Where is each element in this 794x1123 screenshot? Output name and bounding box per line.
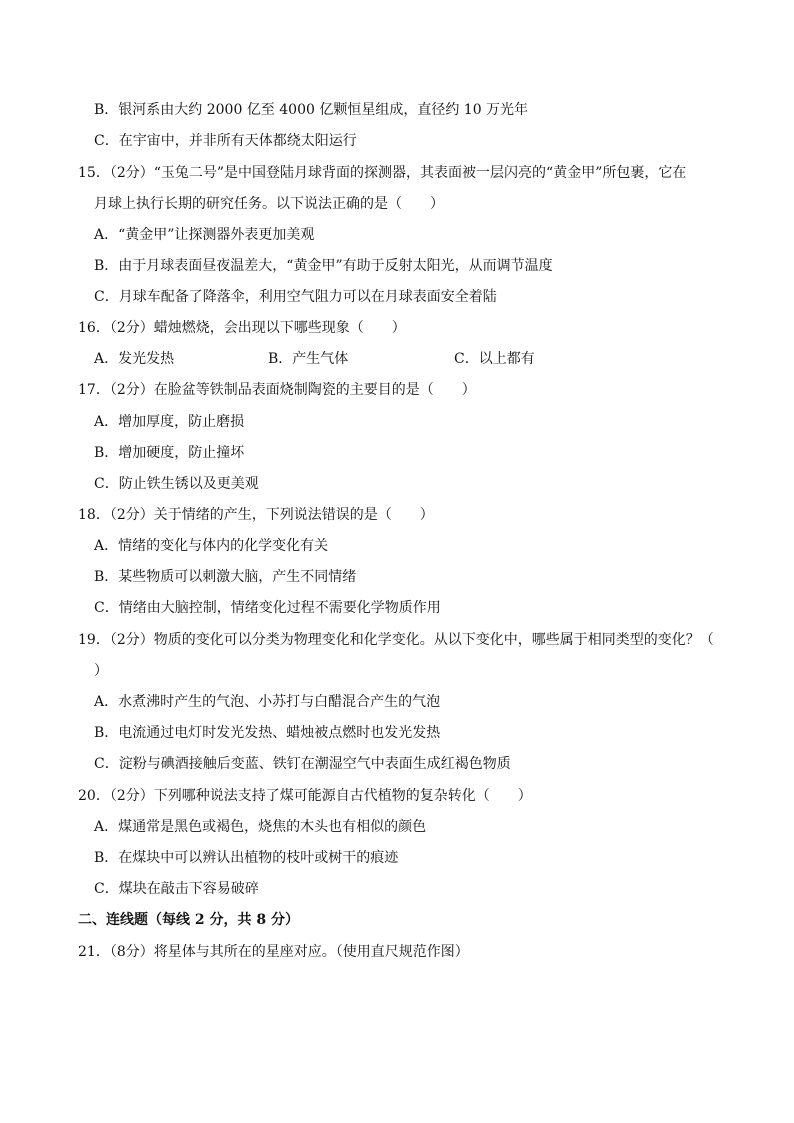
q17-stem: 17．（2分）在脸盆等铁制品表面烧制陶瓷的主要目的是（ ） — [78, 382, 476, 398]
q19-stem: 19．（2分）物质的变化可以分类为物理变化和化学变化。从以下变化中，哪些属于相同类型的变化？（ — [78, 632, 714, 648]
q15-stem-continued: 月球上执行长期的研究任务。以下说法正确的是（ ） — [94, 196, 444, 212]
q17-option-c: C．防止铁生锈以及更美观 — [94, 476, 259, 492]
q15-stem: 15．（2分）“玉兔二号”是中国登陆月球背面的探测器，其表面被一层闪亮的“黄金甲”所包裹，它在 — [78, 165, 687, 181]
q19-option-a: A．水煮沸时产生的气泡、小苏打与白醋混合产生的气泡 — [94, 694, 441, 710]
q16-options-row — [94, 349, 594, 369]
q15-option-b: B．由于月球表面昼夜温差大，“黄金甲”有助于反射太阳光，从而调节温度 — [94, 258, 553, 274]
q21-stem: 21．（8分）将星体与其所在的星座对应。（使用直尺规范作图） — [78, 944, 469, 960]
q15-option-a: A．“黄金甲”让探测器外表更加美观 — [94, 227, 315, 243]
q20-option-b: B．在煤块中可以辨认出植物的枝叶或树干的痕迹 — [94, 850, 399, 866]
q18-option-c: C．情绪由大脑控制，情绪变化过程不需要化学物质作用 — [94, 600, 441, 616]
q15-option-c: C．月球车配备了降落伞，利用空气阻力可以在月球表面安全着陆 — [94, 289, 497, 305]
q16-stem: 16．（2分）蜡烛燃烧，会出现以下哪些现象（ ） — [78, 320, 406, 336]
q18-stem: 18．（2分）关于情绪的产生，下列说法错误的是（ ） — [78, 507, 434, 523]
q16-option-b: B．产生气体 — [268, 351, 349, 367]
q16-option-c: C．以上都有 — [454, 351, 535, 367]
q19-option-c: C．淀粉与碘酒接触后变蓝、铁钉在潮湿空气中表面生成红褐色物质 — [94, 756, 511, 772]
q17-option-a: A．增加厚度，防止磨损 — [94, 414, 245, 430]
q14-option-b: B．银河系由大约 2000 亿至 4000 亿颗恒星组成，直径约 10 万光年 — [94, 102, 529, 118]
q17-option-b: B．增加硬度，防止撞坏 — [94, 445, 245, 461]
q20-stem: 20．（2分）下列哪种说法支持了煤可能源自古代植物的复杂转化（ ） — [78, 788, 532, 804]
q20-option-c: C．煤块在敲击下容易破碎 — [94, 881, 259, 897]
q14-option-c: C．在宇宙中，并非所有天体都绕太阳运行 — [94, 133, 357, 149]
q18-option-b: B．某些物质可以刺激大脑，产生不同情绪 — [94, 569, 357, 585]
q20-option-a: A．煤通常是黑色或褐色，烧焦的木头也有相似的颜色 — [94, 819, 427, 835]
q16-option-a: A．发光发热 — [94, 351, 175, 367]
q18-option-a: A．情绪的变化与体内的化学变化有关 — [94, 538, 329, 554]
q19-stem-continued: ） — [94, 663, 108, 679]
section-heading: 二、连线题（每线 2 分，共 8 分） — [78, 912, 299, 928]
q19-option-b: B．电流通过电灯时发光发热、蜡烛被点燃时也发光发热 — [94, 725, 441, 741]
